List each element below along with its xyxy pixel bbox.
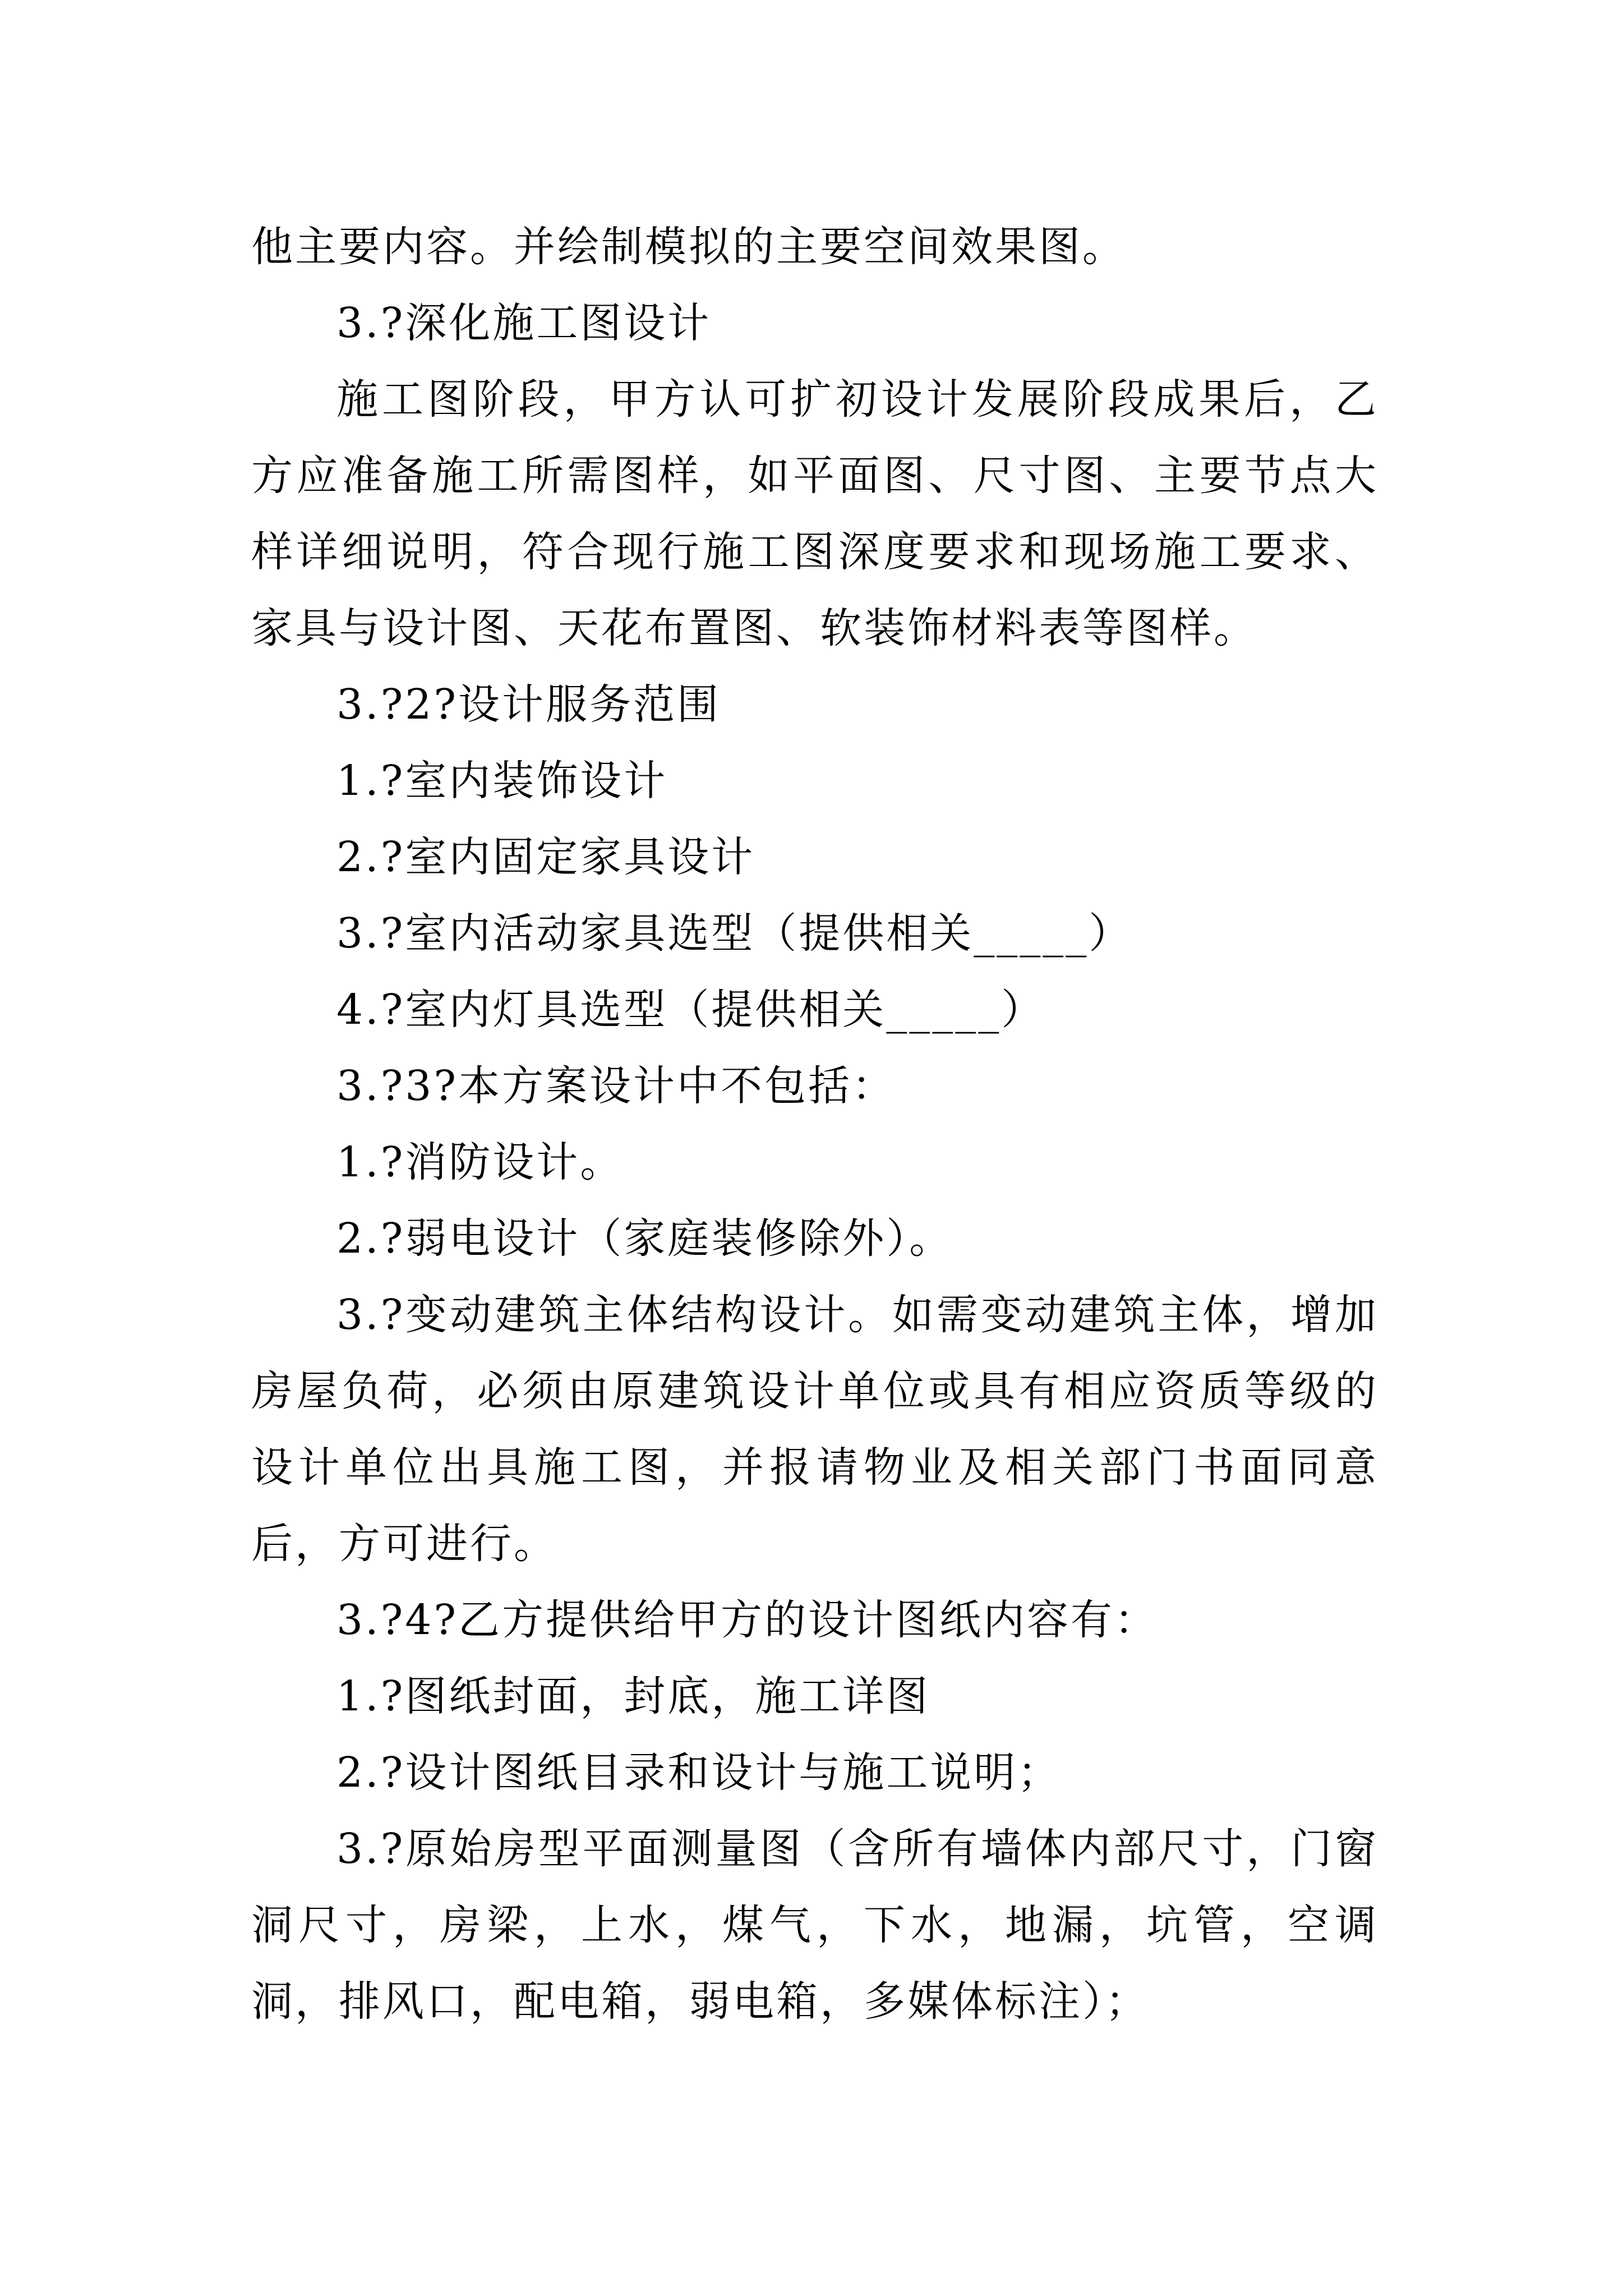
paragraph-construction-drawing-stage: 施工图阶段，甲方认可扩初设计发展阶段成果后，乙方应准备施工所需图样，如平面图、尺寸图、主要节点大样详细说明，符合现行施工图深度要求和现场施工要求、家具与设计图、天花布置图、软装饰材料表等图样。 (251, 375, 1378, 652)
document-body (251, 209, 1378, 2040)
section-heading-exclusions: 3.?3?本方案设计中不包括： (336, 1062, 896, 1110)
paragraph-continuation: 他主要内容。并绘制模拟的主要空间效果图。 (251, 223, 1126, 271)
list-item-scope-1: 1.?室内装饰设计 (336, 757, 668, 805)
list-item-deliverable-3: 3.?原始房型平面测量图（含所有墙体内部尺寸，门窗洞尺寸，房梁，上水，煤气，下水，地漏，坑管，空调洞，排风口，配电箱，弱电箱，多媒体标注）； (251, 1825, 1378, 2026)
section-heading-service-scope: 3.?2?设计服务范围 (336, 680, 721, 729)
list-item-deliverable-2: 2.?设计图纸目录和设计与施工说明； (336, 1749, 1062, 1797)
list-item-exclusion-1: 1.?消防设计。 (336, 1138, 624, 1186)
list-item-scope-2: 2.?室内固定家具设计 (336, 833, 755, 881)
section-heading-deliverables: 3.?4?乙方提供给甲方的设计图纸内容有： (336, 1596, 1159, 1644)
list-item-scope-4: 4.?室内灯具选型（提供相关_____） (336, 986, 1045, 1034)
section-heading-construction-drawing: 3.?深化施工图设计 (336, 299, 712, 347)
list-item-exclusion-2: 2.?弱电设计（家庭装修除外）。 (336, 1214, 953, 1263)
list-item-scope-3: 3.?室内活动家具选型（提供相关_____） (336, 909, 1133, 958)
list-item-exclusion-3: 3.?变动建筑主体结构设计。如需变动建筑主体，增加房屋负荷，必须由原建筑设计单位或具有相应资质等级的设计单位出具施工图，并报请物业及相关部门书面同意后，方可进行。 (251, 1291, 1378, 1568)
list-item-deliverable-1: 1.?图纸封面，封底，施工详图 (336, 1672, 930, 1720)
